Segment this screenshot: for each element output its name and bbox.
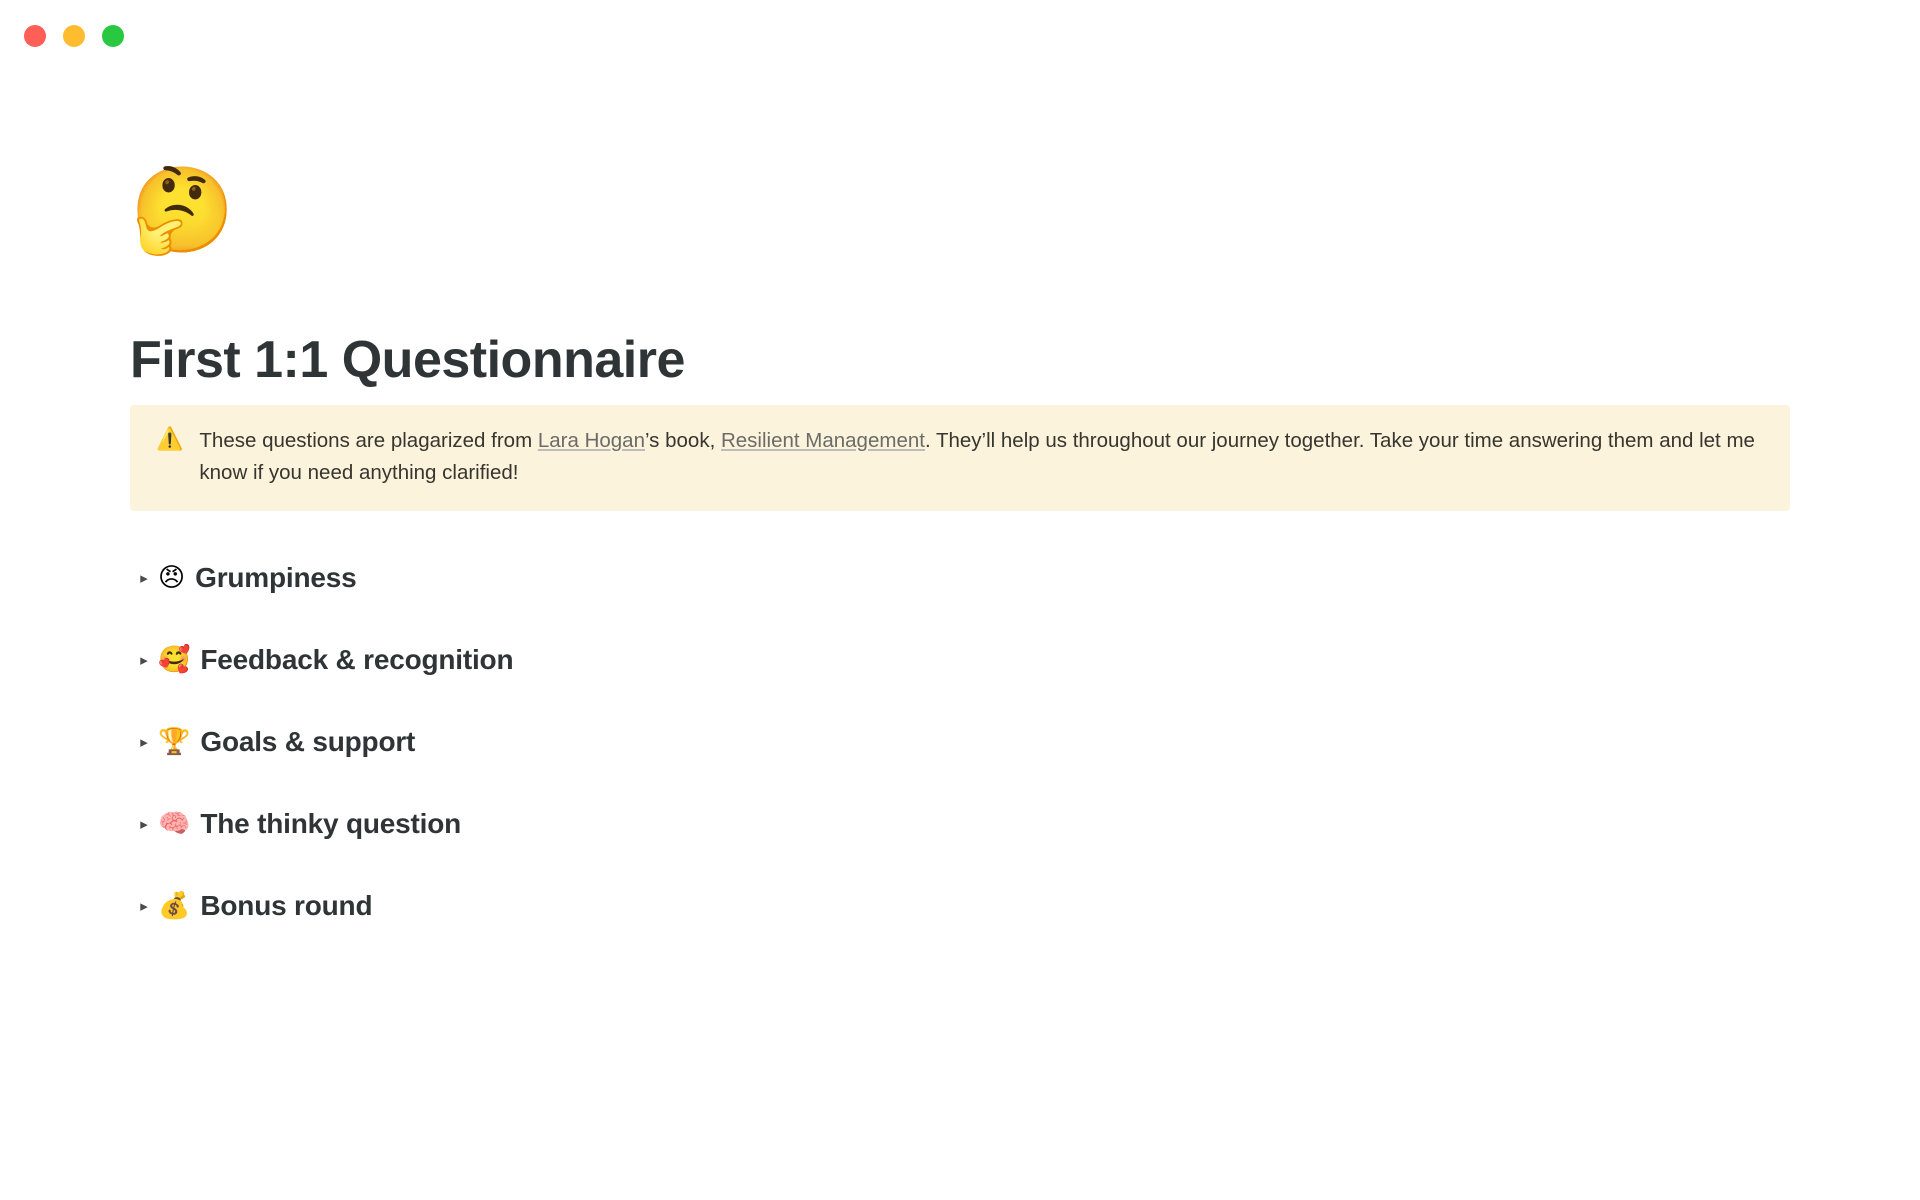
toggle-label: The thinky question — [200, 808, 462, 839]
minimize-window-button[interactable] — [63, 25, 85, 47]
toggle-emoji-icon: 😠 — [158, 563, 186, 593]
chevron-right-icon[interactable]: ▸ — [140, 568, 148, 587]
page-title: First 1:1 Questionnaire — [130, 331, 685, 389]
callout-text-middle: ’s book, — [644, 429, 721, 452]
toggle-item-grumpiness[interactable] — [130, 550, 1790, 606]
chevron-right-icon[interactable]: ▸ — [140, 896, 148, 915]
toggle-item-goals-support[interactable] — [130, 714, 1790, 770]
window-titlebar — [0, 0, 1920, 72]
chevron-right-icon[interactable]: ▸ — [140, 814, 148, 833]
toggle-item-bonus-round[interactable] — [130, 878, 1790, 934]
chevron-right-icon[interactable]: ▸ — [140, 732, 148, 751]
toggle-item-feedback-recognition[interactable] — [130, 632, 1790, 688]
toggle-label: Feedback & recognition — [200, 644, 514, 675]
lara-hogan-link[interactable]: Lara Hogan — [537, 429, 645, 452]
callout-text — [199, 425, 1764, 489]
toggle-emoji-icon: 🥰 — [158, 645, 191, 675]
toggle-label: Bonus round — [200, 890, 373, 921]
toggle-emoji-icon: 🧠 — [158, 809, 191, 839]
toggle-label: Grumpiness — [195, 562, 357, 593]
toggle-emoji-icon: 💰 — [158, 891, 191, 921]
callout-block — [130, 405, 1790, 511]
close-window-button[interactable] — [24, 25, 46, 47]
page-emoji-icon[interactable]: 🤔 — [130, 161, 235, 259]
chevron-right-icon[interactable]: ▸ — [140, 650, 148, 669]
toggle-label: Goals & support — [200, 726, 416, 757]
warning-icon: ⚠️ — [156, 427, 184, 452]
callout-text-lead: These questions are plagarized from — [199, 429, 538, 452]
toggle-emoji-icon: 🏆 — [158, 727, 191, 757]
resilient-management-link[interactable]: Resilient Management — [720, 429, 925, 452]
toggle-item-thinky-question[interactable] — [130, 796, 1790, 852]
callout-text-tail: . They’ll help us throughout our journey together. Take your time answering them and let me know if you need anything clarified! — [199, 429, 1755, 484]
toggle-list — [130, 550, 1790, 960]
maximize-window-button[interactable] — [102, 25, 124, 47]
